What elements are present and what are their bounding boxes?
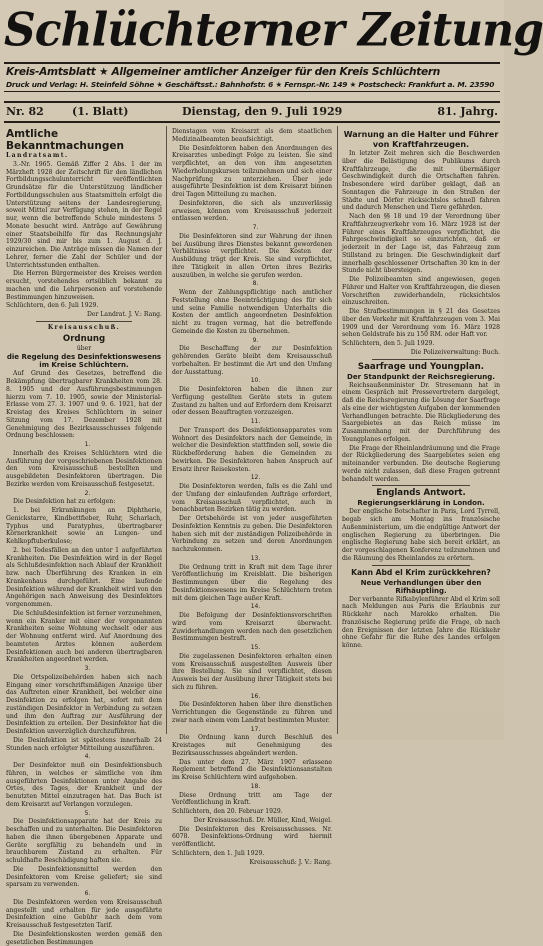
- divider: [372, 565, 470, 566]
- paragraph: Die Ordnung kann durch Beschluß des Kreistages mit Genehmigung des Bezirksausschusses abgeändert werden.: [172, 734, 332, 757]
- authority-label: Landratsamt.: [6, 152, 69, 159]
- volume-year: 81. Jahrg.: [437, 105, 498, 118]
- paragraph: Reichsaußenminister Dr. Stresemann hat in einem Gespräch mit Pressevertretern dargelegt, daß die Reichsregierung die Lösung der Saarfrage als eine der wichtigsten Aufgaben der kommenden Verhandlungen betrachte. Die Rückgliederung des Saargebietes an das Reich müsse im Zusammenhang mit der Durchführung des Youngplanes erfolgen.: [342, 381, 500, 443]
- dateline-top-rule: [4, 101, 500, 103]
- paragraph: Die Desinfektionsapparate hat der Kreis zu beschaffen und zu unterhalten. Die Desinfektoren haben die ihnen übergebenen Apparate und Geräte sorgfältig zu behandeln und in brauchbarem Zustand zu erhalten. Für schuldhafte Beschädigung haften sie.: [6, 818, 162, 864]
- column-divider: [166, 126, 167, 734]
- section-number: 3.: [84, 665, 91, 672]
- paragraph: Die Desinfektoren haben über ihre dienstlichen Verrichtungen die Gegenstände zu führen und zwar nach einem vom Landrat bestimmten Muster.: [172, 701, 332, 724]
- sign-place: Schlüchtern, den 5. Juli 1929.: [342, 340, 435, 347]
- divider: [372, 359, 470, 360]
- column-left: [6, 128, 162, 946]
- section-number: 5.: [84, 809, 91, 817]
- paragraph: Der Transport des Desinfektionsapparates vom Wohnort des Desinfektors nach der Gemeinde, in welcher die Desinfektion stattfinden soll, sowie die Rückbeförderung haben die Gemeinden zu bewirken. Die Desinfektoren haben Anspruch auf Ersatz ihrer Reisekosten.: [172, 426, 332, 473]
- dateline-bottom-rule: [4, 121, 500, 123]
- masthead-subtitle: Kreis-Amtsblatt ★ Allgemeiner amtlicher Anzeiger für den Kreis Schlüchtern: [6, 66, 441, 78]
- paragraph: Die Herren Bürgermeister des Kreises werden ersucht, vorstehendes ortsüblich bekannt zu machen und die Lehrpersonen auf vorstehende Bestimmungen hinzuweisen.: [6, 270, 162, 301]
- paragraph: 3.-Nr. 1965. Gemäß Ziffer 2 Abs. 1 der im Märzheft 1928 der Zeitschrift für den ländlichen Fortbildungsschulunterricht veröffentlichten Grundsätze für die Unterstützung ländlicher Fortbildungsschulen aus Staatsmitteln erfolgt die Unterstützung seitens der Landesregierung, soweit Mittel zur Verfügung stehen, in der Regel nur, wenn die betreffende Schule mindestens 5 Monate besucht wird. Anträge auf Gewährung einer Staatsbeihilfe für das Rechnungsjahr 1929/30 sind mir bis zum 1. August d. J. einzureichen. Die Anträge müssen die Namen der Lehrer, ferner die Zahl der Schüler und der Unterrichtsstunden enthalten.: [6, 160, 162, 269]
- ordinance-sub: über: [76, 344, 92, 352]
- paragraph: Die Ordnung tritt in Kraft mit dem Tage ihrer Veröffentlichung im Kreisblatt. Die bisherigen Bestimmungen über die Regelung des Desinfektionswesens im Kreise Schlüchtern treten mit dem gleichen Tage außer Kraft.: [172, 563, 332, 602]
- section-number: 15.: [250, 644, 261, 651]
- paragraph: Die Desinfektoren werden vom Kreisausschuß angestellt und erhalten für jede ausgeführte Desinfektion eine Gebühr nach dem vom Kreisausschuß festgesetzten Tarif.: [6, 898, 162, 929]
- article-heading: Saarfrage und Youngplan.: [357, 361, 485, 372]
- paragraph: Die Frage der Rheinlandräumung und die Frage der Rückgliederung des Saargebietes seien eng miteinander verbunden. Die deutsche Regierung werde nicht zulassen, daß diese Fragen getrennt behandelt werden.: [342, 444, 500, 483]
- column-middle: [172, 128, 332, 866]
- paragraph: Die Desinfektoren sind zur Wahrung der ihnen bei Ausübung ihres Dienstes bekannt gewordenen Verhältnisse verpflichtet. Die Kosten der Ausbildung trägt der Kreis. Sie sind verpflichtet, ihre Tätigkeit in allen Orten ihres Bezirks auszuüben, in welche sie gerufen werden.: [172, 232, 332, 279]
- article-heading: Englands Antwort.: [376, 488, 466, 499]
- paragraph: Die Desinfektion hat zu erfolgen:: [13, 498, 116, 506]
- article-heading: Warnung an die Halter und Führer von Kraftfahrzeugen.: [343, 130, 499, 149]
- section-number: 2.: [84, 489, 91, 497]
- paragraph: Der verbannte Rifkabylenführer Abd el Krim soll nach Meldungen aus Paris die Erlaubnis zur Rückkehr nach Marokko erhalten. Die französische Regierung prüfe die Frage, ob nach den Ereignissen der letzten Jahre die Rückkehr ohne Gefahr für die Ruhe des Landes erfolgen könne.: [342, 595, 500, 649]
- paragraph: Die Desinfektoren haben den Anordnungen des Kreisarztes unbedingt Folge zu leisten. Sie sind verpflichtet, an den von ihm angesetzten Wiederholungskursen teilzunehmen und sich einer Nachprüfung zu unterziehen. Über jede ausgeführte Desinfektion ist dem Kreisarzt binnen drei Tagen Mitteilung zu machen.: [172, 144, 332, 198]
- paragraph: Desinfektoren, die sich als unzuverlässig erweisen, können vom Kreisausschuß jederzeit entlassen werden.: [172, 199, 332, 223]
- paragraph: 1. bei Erkrankungen an Diphtherie, Genickstarre, Kindbettfieber, Ruhr, Scharlach, Typhus und Paratyphus, übertragbarer Körnerkrankheit sowie an Lungen- und Kehlkopftuberkulose;: [6, 507, 162, 545]
- section-number: 11.: [250, 418, 261, 425]
- section-number: 8.: [252, 280, 259, 288]
- paragraph: Der englische Botschafter in Paris, Lord Tyrrell, begab sich am Montag ins französische Außenministerium, um die endgültige Antwort der englischen Regierung zu überbringen. Die englische Regierung habe sich bereit erklärt, an der vorgeschlagenen Konferenz teilzunehmen und die Räumung des Rheinlandes zu erörtern.: [342, 508, 500, 562]
- section-number: 6.: [84, 890, 91, 897]
- sign-name: Die Polizeiverwaltung: Buch.: [410, 348, 500, 356]
- paragraph: Die Strafbestimmungen in § 21 des Gesetzes über den Verkehr mit Kraftfahrzeugen vom 3. Mai 1909 und der Verordnung vom 16. März 1928 sehen Geldstrafe bis zu 150 RM. oder Haft vor.: [342, 308, 500, 339]
- paragraph: Die Befolgung der Desinfektionsvorschriften wird vom Kreisarzt überwacht. Zuwiderhandlungen werden nach den gesetzlichen Bestimmungen bestraft.: [172, 612, 332, 643]
- article-subheading: Der Standpunkt der Reichsregierung.: [347, 372, 495, 381]
- section-number: 16.: [250, 692, 261, 700]
- section-number: 18.: [250, 782, 261, 790]
- imprint-rule: [4, 91, 500, 92]
- paragraph: Diese Ordnung tritt am Tage der Veröffentlichung in Kraft.: [172, 791, 332, 807]
- paragraph: Innerhalb des Kreises Schlüchtern wird die Ausführung der vorgeschriebenen Desinfektionen den vom Kreisausschuß bestellten und ausgebildeten Desinfektoren übertragen. Die Bezirke werden vom Kreisausschuß festgesetzt.: [6, 449, 162, 488]
- paragraph: 2. bei Todesfällen an den unter 1 aufgeführten Krankheiten. Die Desinfektion wird in der Regel als Schlußdesinfektion nach Ablauf der Krankheit bzw. nach Überführung des Kranken in ein Krankenhaus durchgeführt. Eine laufende Desinfektion während der Krankheit wird von den Angehörigen nach Anweisung des Desinfektors vorgenommen.: [6, 546, 162, 608]
- paragraph: Die Desinfektion ist spätestens innerhalb 24 Stunden nach erfolgter Mitteilung auszuführen.: [6, 736, 162, 752]
- sign-place: Schlüchtern, den 1. Juli 1929.: [172, 849, 265, 857]
- article-heading: Kann Abd el Krim zurückkehren?: [351, 567, 491, 577]
- divider: [372, 485, 470, 486]
- ordinance-subtitle: die Regelung des Desinfektionswesens im Kreise Schlüchtern.: [6, 353, 162, 370]
- paragraph: Die Desinfektoren werden, falls es die Zahl und der Umfang der einlaufenden Aufträge erfordert, vom Kreisausschuß verpflichtet, auch in benachbarten Bezirken tätig zu werden.: [172, 483, 332, 514]
- masthead-imprint: Druck und Verlag: H. Steinfeld Söhne ★ Geschäftsst.: Bahnhofstr. 6 ★ Fernspr.-Nr. 149 ★ Postscheck: Frankfurt a. M. 23590: [6, 80, 495, 89]
- section-number: 14.: [250, 603, 261, 611]
- masthead-title: Schlüchterner Zeitung: [4, 3, 543, 58]
- paragraph: Die Beschaffung der zur Desinfektion gehörenden Geräte bleibt dem Kreisausschuß vorbehalten. Er bestimmt die Art und den Umfang der Ausstattung.: [172, 345, 332, 376]
- paragraph: Die zugelassenen Desinfektoren erhalten einen vom Kreisausschuß ausgestellten Ausweis über ihre Bestellung. Sie sind verpflichtet, diesen Ausweis bei der Ausübung ihrer Tätigkeit stets bei sich zu führen.: [172, 652, 332, 691]
- section-number: 17.: [250, 725, 261, 733]
- section-number: 12.: [250, 474, 261, 482]
- sign-place: Schlüchtern, den 6. Juli 1929.: [6, 302, 99, 310]
- section-number: 13.: [250, 554, 261, 562]
- sign-name: Der Kreisausschuß. Dr. Müller, Kind, Weigel.: [193, 816, 332, 824]
- paragraph: In letzter Zeit mehren sich die Beschwerden über die Belästigung des Publikums durch Kraftfahrzeuge, die mit übermäßiger Geschwindigkeit durch die Ortschaften fahren. Insbesondere wird darüber geklagt, daß an Sonntagen die Fahrzeuge in den Straßen der Städte und Dörfer rücksichtslos schnell fahren und dadurch Menschen und Tiere gefährden.: [342, 150, 500, 212]
- issue-date: Dienstag, den 9. Juli 1929: [182, 105, 343, 118]
- sign-name: Der Landrat. J. V.: Rang.: [87, 311, 162, 318]
- section-number: 9.: [252, 336, 259, 344]
- paragraph: Die Desinfektionsmittel werden den Desinfektoren vom Kreise geliefert; sie sind sparsam zu verwenden.: [6, 865, 162, 889]
- paragraph: Das unter dem 27. März 1907 erlassene Reglement betreffend die Desinfektionsanstalten im Kreise Schlüchtern wird aufgehoben.: [172, 758, 332, 781]
- paragraph: Der Ortsbehörde ist von jeder ausgeführten Desinfektion Kenntnis zu geben. Die Desinfektoren haben sich mit der zuständigen Polizeibehörde in Verbindung zu setzen und deren Anordnungen nachzukommen.: [172, 515, 332, 553]
- section-number: 1.: [84, 441, 91, 448]
- section-heading: Amtliche Bekanntmachungen: [6, 128, 124, 152]
- authority-label: Kreisausschuß.: [47, 323, 121, 331]
- section-number: 10.: [250, 377, 261, 385]
- column-divider: [337, 126, 338, 734]
- paragraph: Wenn der Zahlungspflichtige nach amtlicher Feststellung ohne Beeinträchtigung des für sich und seine Familie notwendigen Unterhalts die Kosten der amtlich angeordneten Desinfektion nicht zu tragen vermag, hat die betreffende Gemeinde die Kosten zu übernehmen.: [172, 289, 332, 335]
- sign-place: Schlüchtern, den 20. Februar 1929.: [172, 808, 283, 815]
- paragraph: Die Desinfektoren des Kreisausschusses. Nr. 6078. Desinfektions-Ordnung wird hiermit veröffentlicht.: [172, 825, 332, 848]
- paragraph: Der Desinfektor muß ein Desinfektionsbuch führen, in welches er sämtliche von ihm ausgeführten Desinfektionen unter Angabe des Ortes, des Tages, der Krankheit und der benutzten Mittel einzutragen hat. Das Buch ist dem Kreisarzt auf Verlangen vorzulegen.: [6, 762, 162, 808]
- paragraph: Auf Grund des Gesetzes, betreffend die Bekämpfung übertragbarer Krankheiten vom 28. 8. 1905 und der Ausführungsbestimmungen hierzu vom 7. 10. 1905, sowie der Ministerial-Erlasse vom 27. 3. 1907 und 9. 6. 1921, hat der Kreistag des Kreises Schlüchtern in seiner Sitzung vom 17. Dezember 1928 mit Genehmigung des Bezirksausschusses folgende Ordnung beschlossen:: [6, 370, 162, 440]
- paragraph: Die Desinfektionskosten werden gemäß den gesetzlichen Bestimmungen: [6, 930, 162, 946]
- article-subheading: Neue Verhandlungen über den Rifhäuptling.: [360, 578, 482, 595]
- divider: [36, 321, 132, 322]
- section-number: 4.: [84, 753, 91, 761]
- column-right: [342, 128, 500, 734]
- dateline: [4, 104, 500, 120]
- article-subheading: Regierungserklärung in London.: [357, 499, 485, 508]
- paragraph: Die Desinfektoren haben die ihnen zur Verfügung gestellten Geräte stets in gutem Zustand zu halten und auf Erfordern dem Kreisarzt oder dessen Beauftragten vorzuzeigen.: [172, 386, 332, 417]
- ordinance-title: Ordnung: [62, 333, 106, 344]
- issue-number: Nr. 82: [6, 105, 44, 118]
- paragraph: Die Polizeibeamten sind angewiesen, gegen Führer und Halter von Kraftfahrzeugen, die diesen Vorschriften zuwiderhandeln, rücksichtslos einzuschreiten.: [342, 276, 500, 307]
- masthead-rule: [4, 62, 500, 64]
- paragraph: Dienstagen vom Kreisarzt als dem staatlichen Medizinalbeamten beaufsichtigt.: [172, 128, 332, 143]
- section-number: 7.: [252, 224, 259, 231]
- sheet-label: (1. Blatt): [72, 105, 129, 118]
- sign-name: Kreisausschuß: J. V.: Rang.: [249, 858, 332, 866]
- paragraph: Die Ortspolizeibehörden haben sich nach Eingang einer vorschriftsmäßigen Anzeige über das Auftreten einer Krankheit, bei welcher eine Desinfektion zu erfolgen hat, sofort mit dem zuständigen Desinfektor in Verbindung zu setzen und ihm den Auftrag zur Ausführung der Desinfektion zu erteilen. Der Desinfektor hat die Desinfektion unverzüglich durchzuführen.: [6, 673, 162, 735]
- paragraph: Nach den §§ 18 und 19 der Verordnung über Kraftfahrzeugverkehr vom 16. März 1928 ist der Führer eines Kraftfahrzeuges verpflichtet, die Fahrgeschwindigkeit so einzurichten, daß er jederzeit in der Lage ist, das Fahrzeug zum Stillstand zu bringen. Die Geschwindigkeit darf innerhalb geschlossener Ortschaften 30 km in der Stunde nicht übersteigen.: [342, 213, 500, 275]
- paragraph: Die Schlußdesinfektion ist ferner vorzunehmen, wenn ein Kranker mit einer der vorgenannten Krankheiten seine Wohnung wechselt oder aus der Wohnung entfernt wird. Auf Anordnung des beamteten Arztes können außerdem Desinfektionen auch bei anderen übertragbaren Krankheiten angeordnet werden.: [6, 609, 162, 664]
